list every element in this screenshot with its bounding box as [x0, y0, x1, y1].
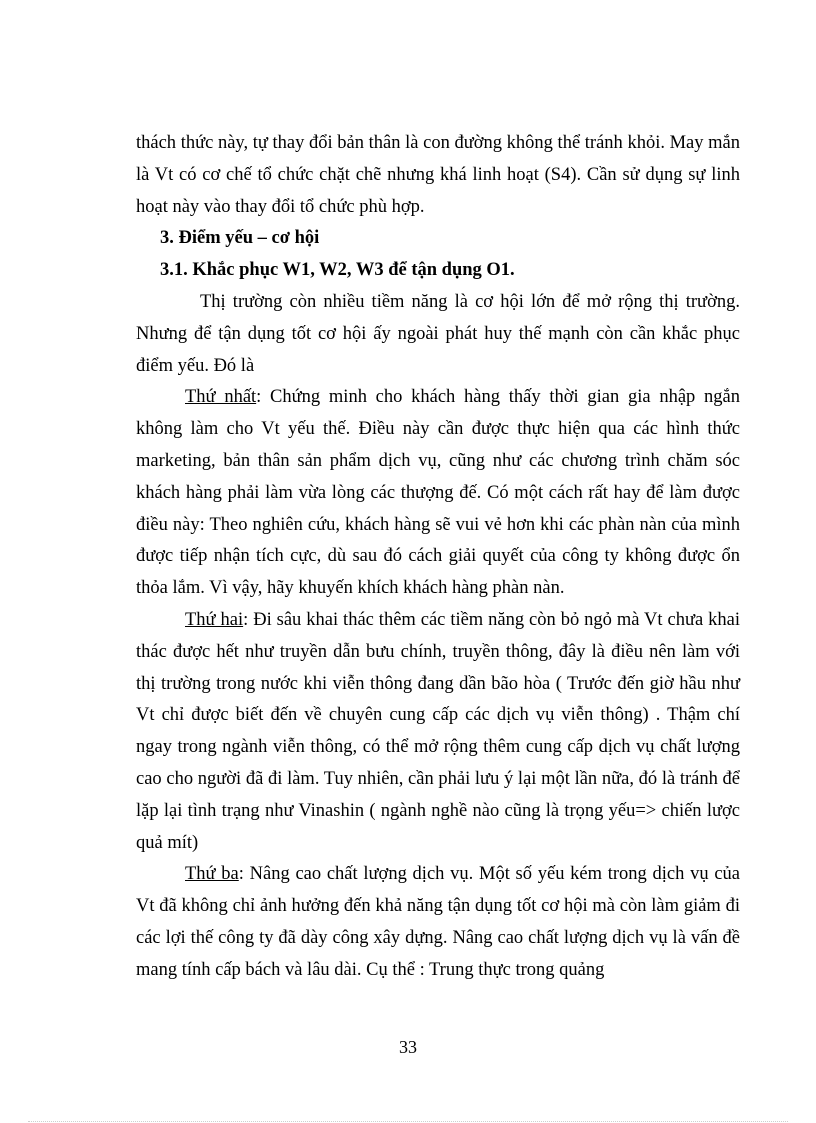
point-two-paragraph [136, 605, 740, 859]
point-one-label: Thứ nhất [185, 387, 257, 408]
opening-paragraph: Thị trường còn nhiều tiềm năng là cơ hội lớn để mở rộng thị trường. Nhưng để tận dụng tốt cơ hội ấy ngoài phát huy thế mạnh còn cần khắc phục điểm yếu. Đó là [136, 291, 740, 376]
page-number: 33 [399, 1037, 417, 1057]
point-one-text: : Chứng minh cho khách hàng thấy thời gian gia nhập ngắn không làm cho Vt yếu thế. Điều này cần được thực hiện qua các hình thức marketing, bản thân sản phẩm dịch vụ, cũng như các chương trình chăm sóc khách hàng phải làm vừa lòng các thượng đế. Có một cách rất hay để làm được điều này: Theo nghiên cứu, khách hàng sẽ vui vẻ hơn khi các phàn nàn của mình được tiếp nhận tích cực, dù sau đó cách giải quyết của công ty không được ổn thỏa lắm. Vì vậy, hãy khuyến khích khách hàng phàn nàn. [136, 387, 740, 599]
subsection-heading: 3.1. Khắc phục W1, W2, W3 để tận dụng O1. [160, 260, 515, 281]
section-heading: 3. Điểm yếu – cơ hội [160, 228, 320, 249]
point-two-label: Thứ hai [185, 609, 244, 630]
point-one-paragraph [136, 382, 740, 605]
point-three-paragraph [136, 859, 740, 986]
point-two-text: : Đi sâu khai thác thêm các tiềm năng còn bỏ ngỏ mà Vt chưa khai thác được hết như truyền dẫn bưu chính, truyền thông, đây là điều nên làm với thị trường trong nước khi viễn thông đang dần bão hòa ( Trước đến giờ hầu như Vt chỉ được biết đến về chuyên cung cấp các dịch vụ viễn thông) . Thậm chí ngay trong ngành viễn thông, có thể mở rộng thêm cung cấp dịch vụ chất lượng cao cho người đã đi làm. Tuy nhiên, cần phải lưu ý lại một lần nữa, đó là tránh để lặp lại tình trạng như Vinashin ( ngành nghề nào cũng là trọng yếu=> chiến lược quả mít) [136, 609, 740, 853]
point-three-label: Thứ ba [185, 864, 239, 885]
intro-paragraph: thách thức này, tự thay đổi bản thân là con đường không thể tránh khỏi. May mắn là Vt có cơ chế tổ chức chặt chẽ nhưng khá linh hoạt (S4). Cần sử dụng sự linh hoạt này vào thay đổi tổ chức phù hợp. [136, 133, 740, 217]
page-boundary-line [28, 1121, 788, 1122]
point-three-text: : Nâng cao chất lượng dịch vụ. Một số yếu kém trong dịch vụ của Vt đã không chỉ ảnh hưởng đến khả năng tận dụng tốt cơ hội mà còn làm giảm đi các lợi thế công ty đã dày công xây dựng. Nâng cao chất lượng dịch vụ là vấn đề mang tính cấp bách và lâu dài. Cụ thể : Trung thực trong quảng [136, 864, 741, 980]
document-body [136, 128, 740, 987]
